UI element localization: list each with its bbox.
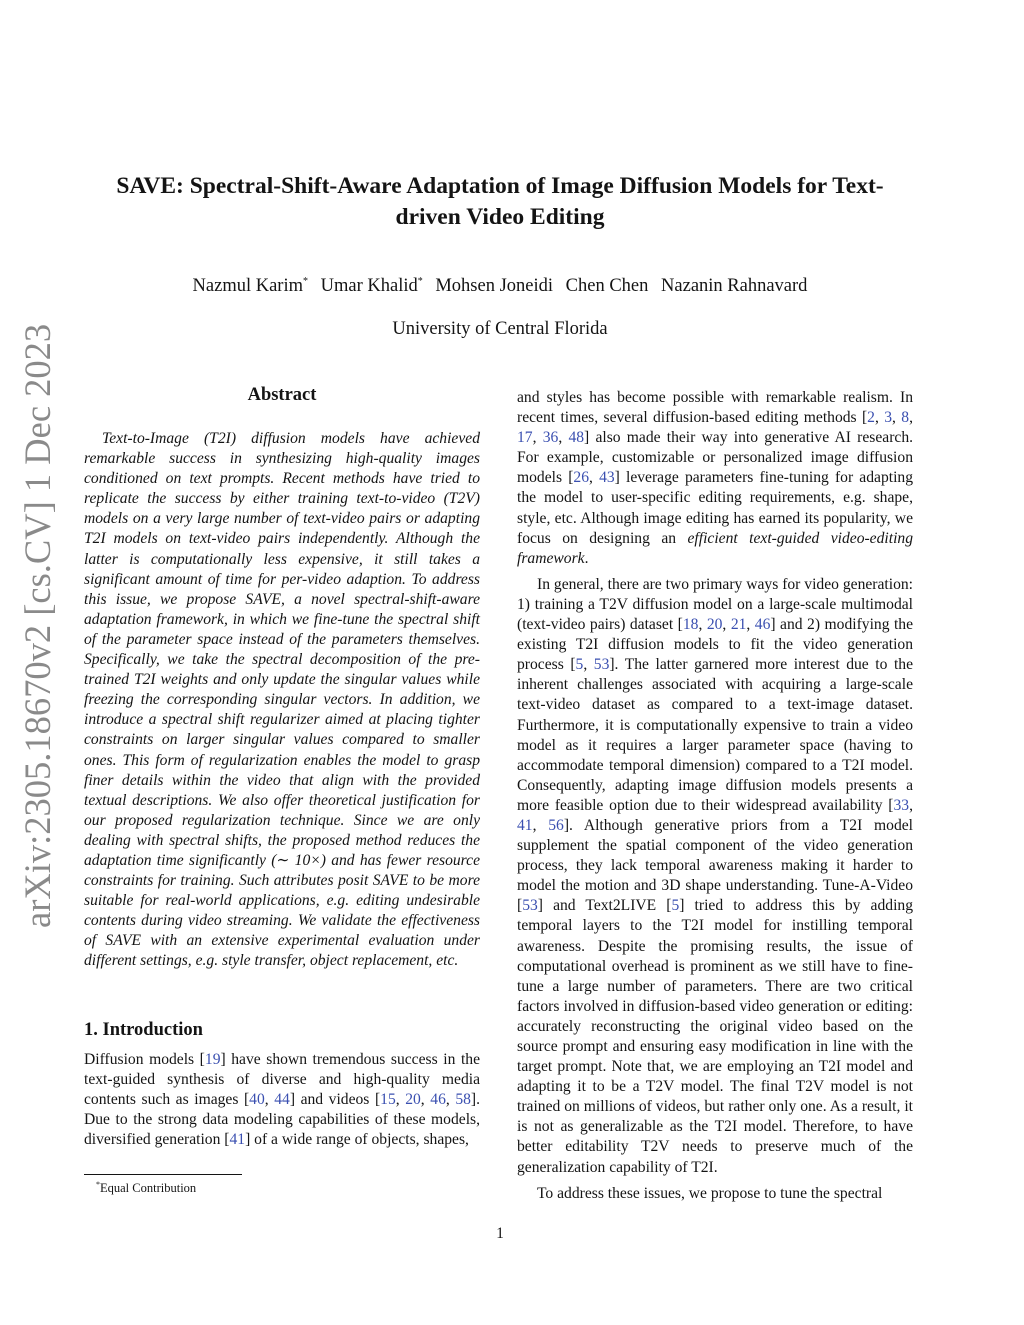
affiliation: University of Central Florida [392,319,608,339]
citation-link[interactable]: 3 [884,409,893,427]
citation-link[interactable]: 36 [542,429,559,447]
page-number: 1 [496,1225,504,1242]
abstract-text: Text-to-Image (T2I) diffusion models have achieved remarkable success in synthesizing high-quality images conditioned on text prompts. Recent methods have tried to replicate the success by either training text-to-video (T2V) models on a very large number of text-video pairs or adapting T2I models on text-video pairs independently. Although the latter is computationally less expensive, it still takes a significant amount of time for per-video adaption. To address this issue, we propose SAVE, a novel spectral-shift-aware adaptation framework, in which we fine-tune the spectral shift of the parameter space instead of the parameters themselves. Specifically, we take the spectral decomposition of the pre-trained T2I weights and only update the singular values while freezing the corresponding singular vectors. In addition, we introduce a spectral shift regularizer aimed at placing tighter constraints on larger singular values compared to smaller ones. This form of regularization enables the model to grasp finer details within the video that align with the provided textual descriptions. We also offer theoretical justification for our proposed regularization technique. Since we are only dealing with spectral shifts, the proposed method reduces the adaptation time significantly (∼ 10×) and has fewer resource constraints for training. Such attributes posit SAVE to be more suitable for real-world applications, e.g. editing undesirable contents during video streaming. We validate the effectiveness of SAVE with an extensive experimental evaluation under different settings, e.g. style transfer, object replacement, etc. [84,430,480,970]
citation-link[interactable]: 46 [430,1090,446,1108]
citation-link[interactable]: 5 [671,897,680,915]
citation-link[interactable]: 8 [901,409,910,427]
introduction-paragraph: Diffusion models [19] have shown tremendous success in the text-guided synthesis of diverse and high-quality media contents such as images [40, 44] and videos [15, 20, 46, 58]. Due to the strong data modeling capabilities of these models, diversified generation [41] of a wide range of objects, shapes, [84,1050,481,1148]
citation-link[interactable]: 53 [593,656,610,674]
citation-link[interactable]: 40 [249,1090,265,1108]
author-name: Mohsen Joneidi [435,276,554,297]
footnote-mark: * [96,1180,100,1189]
body-paragraph: To address these issues, we propose to tune the spectral [537,1184,883,1202]
author-name: Chen Chen [565,276,649,297]
author-name: Nazmul Karim* [192,276,308,297]
citation-link[interactable]: 44 [274,1090,290,1108]
equal-contribution-mark: * [303,276,308,287]
citation-link[interactable]: 43 [599,469,615,487]
citation-link[interactable]: 41 [229,1130,246,1148]
arxiv-identifier-stamp: arXiv:2305.18670v2 [cs.CV] 1 Dec 2023 [17,323,58,928]
emphasized-phrase: efficient text-guided video-editing framework [517,529,913,567]
left-column [84,383,480,1150]
citation-link[interactable]: 2 [867,409,875,427]
citation-link[interactable]: 53 [522,897,538,915]
citation-link[interactable]: 15 [380,1090,396,1108]
citation-link[interactable]: 21 [730,616,747,634]
citation-link[interactable]: 5 [575,656,584,674]
citation-link[interactable]: 26 [573,469,589,487]
footnote-text: Equal Contribution [100,1181,197,1196]
body-paragraph: In general, there are two primary ways for video generation: 1) training a T2V diffusion model on a large-scale multimodal (text-video pairs) dataset [18, 20, 21, 46] and 2) modifying the existing T2I diffusion models to fit the video generation process [5, 53]. The latter garnered more interest due to the inherent challenges associated with acquiring a large-scale text-video dataset as compared to a text-image dataset. Furthermore, it is computationally expensive to train a video model as it requires a larger parameter space (having to accommodate temporal dimension) compared to a T2I model. Consequently, adapting image diffusion models presents a more feasible option due to their widespread availability [33, 41, 56]. Although generative priors from a T2I model supplement the spatial component of the video generation process, they lack temporal awareness making it harder to model the motion and 3D shape understanding. Tune-A-Video [53] and Text2LIVE [5] tried to address this by adding temporal layers to the T2I model for instilling temporal awareness. Despite the promising results, the issue of computational overhead is prominent as we still have to fine-tune a large number of parameters. There are two critical factors involved in diffusion-based video generation or editing: accurately reconstructing the original video based on the source prompt and ensuring easy modification in line with the target prompt. Note that, we are employing an T2I model and adapting it to be a T2V model. The final T2V model is not trained on millions of videos, but rather only one. As a result, it is not as generalizable as the T2I model. Therefore, to have better editability T2V needs to preserve much of the generalization capability of T2I. [517,575,914,1176]
citation-link[interactable]: 20 [706,616,723,634]
paper-title: SAVE: Spectral-Shift-Aware Adaptation of Image Diffusion Models for Text-driven Video Editing [116,173,884,230]
citation-link[interactable]: 19 [204,1050,221,1068]
citation-link[interactable]: 56 [548,816,564,834]
right-column [517,388,913,1204]
footnote-divider [84,1174,242,1175]
body-paragraph: and styles has become possible with remarkable realism. In recent times, several diffusion-based editing methods [2, 3, 8, 17, 36, 48] also made their way into generative AI research. For example, customizable or personalized image diffusion models [26, 43] leverage parameters fine-tuning for adapting the model to user-specific editing requirements, e.g. shape, style, etc. Although image editing has earned its popularity, we focus on designing an efficient text-guided video-editing framework. [517,389,914,567]
citation-link[interactable]: 17 [517,429,533,447]
citation-link[interactable]: 48 [568,429,585,447]
citation-link[interactable]: 33 [893,796,910,814]
abstract-heading: Abstract [247,385,317,405]
introduction-heading: 1. Introduction [84,1019,203,1040]
author-name: Nazanin Rahnavard [661,276,808,297]
citation-link[interactable]: 41 [517,816,533,834]
citation-link[interactable]: 20 [405,1090,421,1108]
citation-link[interactable]: 46 [754,616,771,634]
citation-link[interactable]: 18 [682,616,699,634]
author-name: Umar Khalid* [320,276,423,297]
citation-link[interactable]: 58 [455,1090,471,1108]
footnote [96,1177,196,1196]
equal-contribution-mark: * [417,276,423,287]
author-list [100,270,900,298]
